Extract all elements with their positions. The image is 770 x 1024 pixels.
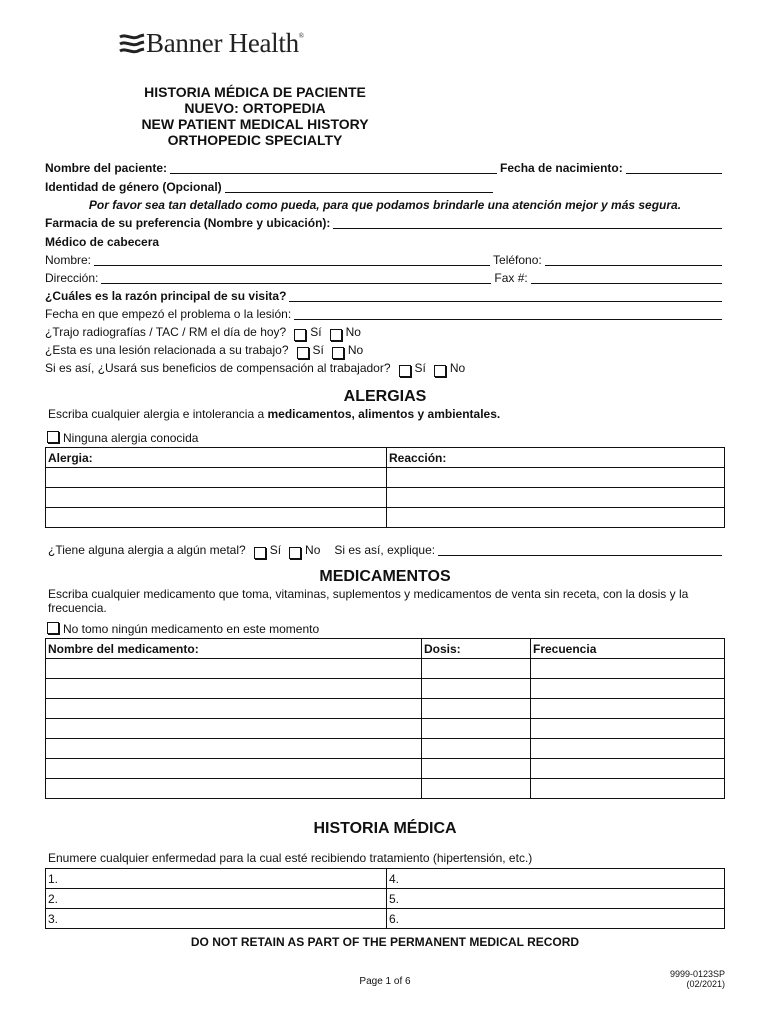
frequency-column-header: Frecuencia — [531, 639, 725, 659]
work-injury-yes-checkbox[interactable] — [297, 347, 309, 359]
medical-history-table — [45, 868, 725, 929]
pcp-heading: Médico de cabecera — [45, 235, 160, 249]
no-allergies-option: Ninguna alergia conocida — [47, 430, 727, 445]
pharmacy-field[interactable] — [333, 217, 722, 229]
medical-history-description: Enumere cualquier enfermedad para la cual esté recibiendo tratamiento (hipertensión, etc.) — [48, 851, 533, 865]
retention-notice: DO NOT RETAIN AS PART OF THE PERMANENT MEDICAL RECORD — [190, 935, 580, 949]
reason-row: ¿Cuáles es la razón principal de su visita? — [45, 288, 725, 304]
table-row — [46, 719, 725, 739]
onset-field[interactable] — [294, 308, 722, 320]
patient-name-row: Nombre del paciente: Fecha de nacimiento: — [45, 160, 725, 176]
metal-no-checkbox[interactable] — [289, 547, 301, 559]
gender-field[interactable] — [225, 181, 493, 193]
logo-text: Banner Health® — [146, 28, 304, 58]
banner-health-logo — [118, 28, 304, 59]
workers-comp-row: Si es así, ¿Usará sus beneficios de compensación al trabajador? Sí No — [45, 361, 466, 375]
instruction-text: Por favor sea tan detallado como pueda, para que podamos brindarle una atención mejor y más segura. — [88, 198, 682, 212]
table-row: 3. 6. — [46, 909, 725, 929]
workers-comp-no-checkbox[interactable] — [434, 365, 446, 377]
table-row — [46, 739, 725, 759]
imaging-yes-checkbox[interactable] — [294, 329, 306, 341]
pcp-address-row: Dirección: Fax #: — [45, 270, 725, 286]
pcp-address-field[interactable] — [101, 272, 491, 284]
reaction-column-header: Reacción: — [387, 448, 725, 468]
metal-yes-checkbox[interactable] — [254, 547, 266, 559]
imaging-row: ¿Trajo radiografías / TAC / RM el día de hoy? Sí No — [45, 325, 361, 339]
table-row — [46, 759, 725, 779]
pcp-name-field[interactable] — [94, 254, 490, 266]
allergy-column-header: Alergia: — [46, 448, 387, 468]
medications-title: MEDICAMENTOS — [319, 568, 451, 585]
pcp-name-row: Nombre: Teléfono: — [45, 252, 725, 268]
table-row — [46, 508, 725, 528]
metal-explain-field[interactable] — [438, 544, 722, 556]
pcp-phone-field[interactable] — [545, 254, 722, 266]
work-injury-row: ¿Esta es una lesión relacionada a su trabajo? Sí No — [45, 343, 364, 357]
birth-date-field[interactable] — [626, 162, 722, 174]
allergies-table — [45, 447, 725, 528]
reason-field[interactable] — [289, 290, 722, 302]
workers-comp-yes-checkbox[interactable] — [399, 365, 411, 377]
metal-allergy-row: ¿Tiene alguna alergia a algún metal? Sí No Si es así, explique: — [48, 542, 725, 558]
patient-name-field[interactable] — [170, 162, 497, 174]
table-row — [46, 659, 725, 679]
onset-row: Fecha en que empezó el problema o la lesión: — [45, 306, 725, 322]
form-number: 9999-0123SP (02/2021) — [669, 969, 725, 989]
table-row — [46, 468, 725, 488]
banner-wave-icon — [118, 31, 146, 57]
table-row — [46, 779, 725, 799]
no-medications-checkbox[interactable] — [47, 622, 59, 634]
page-number: Page 1 of 6 — [359, 976, 411, 987]
gender-row: Identidad de género (Opcional) — [45, 179, 725, 195]
form-title: HISTORIA MÉDICA DE PACIENTE NUEVO: ORTOPEDIA NEW PATIENT MEDICAL HISTORY ORTHOPEDIC SPECIALTY — [141, 84, 369, 148]
allergies-description: Escriba cualquier alergia e intolerancia a medicamentos, alimentos y ambientales. — [48, 407, 501, 421]
table-row — [46, 679, 725, 699]
pcp-fax-field[interactable] — [531, 272, 722, 284]
table-row: 1. 4. — [46, 869, 725, 889]
no-medications-option: No tomo ningún medicamento en este momento — [47, 621, 727, 636]
pharmacy-row: Farmacia de su preferencia (Nombre y ubicación): — [45, 215, 725, 231]
dose-column-header: Dosis: — [422, 639, 531, 659]
allergies-title: ALERGIAS — [343, 388, 427, 405]
medication-name-column-header: Nombre del medicamento: — [46, 639, 422, 659]
medications-table — [45, 638, 725, 799]
medications-description: Escriba cualquier medicamento que toma, vitaminas, suplementos y medicamentos de venta sin receta, con la dosis y la frecuencia. — [48, 587, 689, 615]
table-row — [46, 488, 725, 508]
work-injury-no-checkbox[interactable] — [332, 347, 344, 359]
table-row — [46, 699, 725, 719]
no-allergies-checkbox[interactable] — [47, 431, 59, 443]
medical-history-title: HISTORIA MÉDICA — [313, 820, 457, 837]
table-row: 2. 5. — [46, 889, 725, 909]
imaging-no-checkbox[interactable] — [330, 329, 342, 341]
